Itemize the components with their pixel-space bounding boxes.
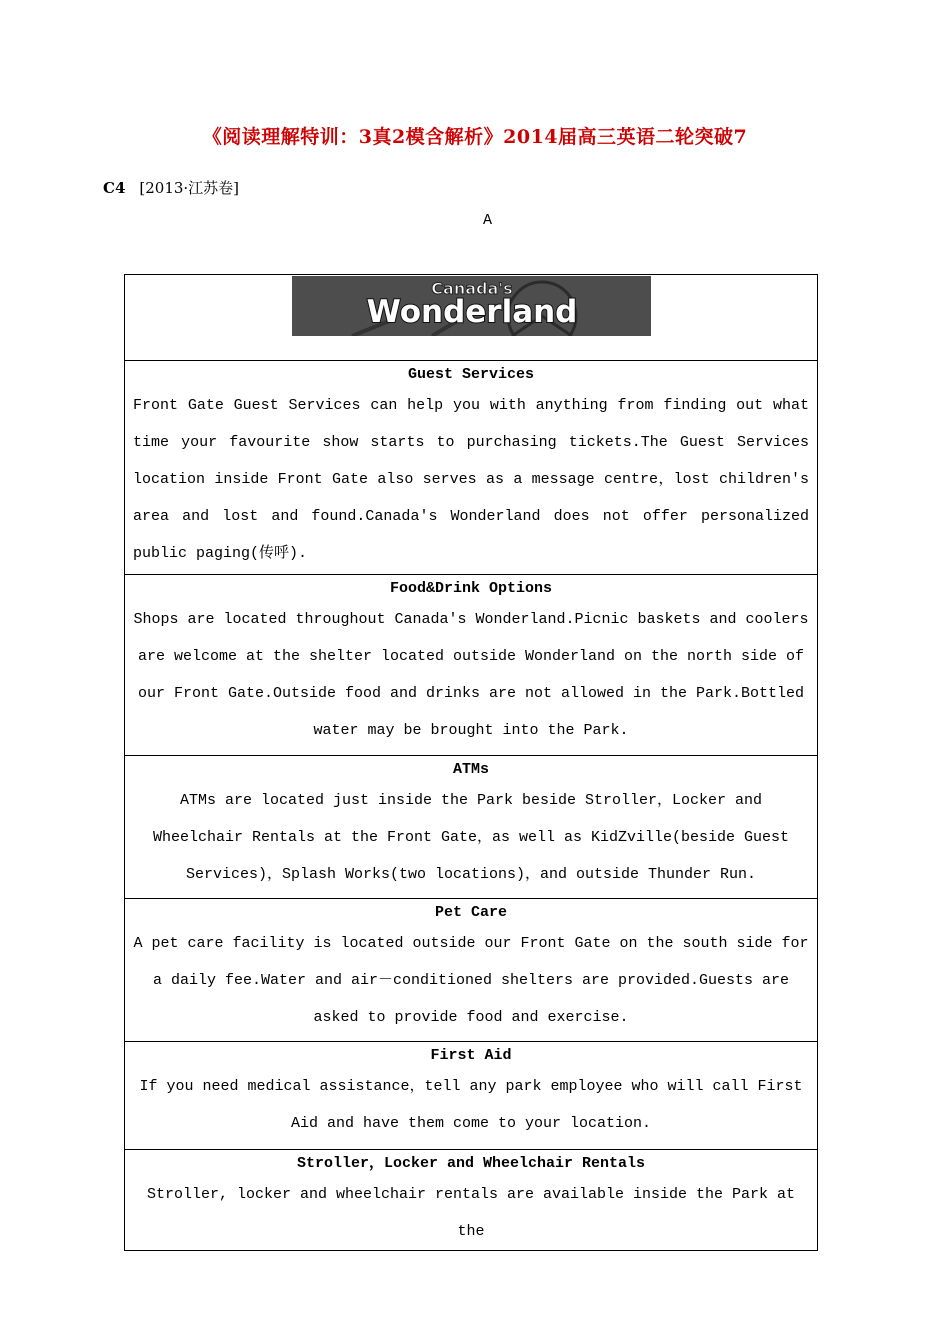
- ferris-wheel-logo-graphic: [292, 276, 651, 336]
- document-title: 《阅读理解特训：3真2模含解析》2014届高三英语二轮突破7: [202, 126, 748, 148]
- logo-cell: [125, 275, 818, 361]
- food-drink-section: [125, 575, 818, 756]
- atm-section: [125, 756, 818, 899]
- guest-services-heading: Guest Services: [407, 366, 535, 383]
- guest-services-section: [125, 361, 818, 575]
- food-drink-heading: Food&Drink Options: [389, 580, 553, 597]
- exam-source: [2013·江苏卷]: [139, 179, 240, 197]
- food-drink-text: Shops are located throughout Canada's Wonderland.Picnic baskets and coolers are welcome at the shelter located outside Wonderland on the north side of our Front Gate.Outside food and drinks are not allowed in the Park.Bottled water may be brought into the Park.: [133, 611, 809, 739]
- first-aid-heading: First Aid: [430, 1047, 512, 1064]
- pet-care-text: A pet care facility is located outside our Front Gate on the south side for a daily fee.Water and air－conditioned shelters are provided.Guests are asked to provide food and exercise.: [133, 935, 809, 1026]
- passage-label: A: [482, 212, 492, 229]
- question-source: [103, 177, 239, 198]
- rentals-section: [125, 1150, 818, 1251]
- logo-line-1: Canada's: [430, 279, 513, 298]
- question-code: C4: [103, 179, 126, 197]
- pet-care-section: [125, 899, 818, 1042]
- first-aid-text: If you need medical assistance，tell any park employee who will call First Aid and have them come to your location.: [139, 1078, 803, 1132]
- logo-line-2: Wonderland: [366, 294, 577, 330]
- atm-heading: ATMs: [452, 761, 489, 778]
- pet-care-heading: Pet Care: [434, 904, 507, 921]
- atm-text: ATMs are located just inside the Park beside Stroller，Locker and Wheelchair Rentals at the Front Gate，as well as KidZville(beside Guest Services)，Splash Works(two locations)，and outside Thunder Run.: [152, 792, 790, 883]
- park-logo: [292, 276, 651, 336]
- rentals-text: Stroller, locker and wheelchair rentals are available inside the Park at the: [146, 1186, 796, 1240]
- rentals-heading: Stroller，Locker and Wheelchair Rentals: [296, 1155, 646, 1172]
- park-info-table: [124, 274, 818, 1251]
- first-aid-section: [125, 1042, 818, 1150]
- guest-services-text: Front Gate Guest Services can help you with anything from finding out what time your favourite show starts to purchasing tickets.The Guest Services location inside Front Gate also serves as a message centre，lost children's area and lost and found.Canada's Wonderland does not offer personalized public paging(传呼).: [133, 397, 809, 562]
